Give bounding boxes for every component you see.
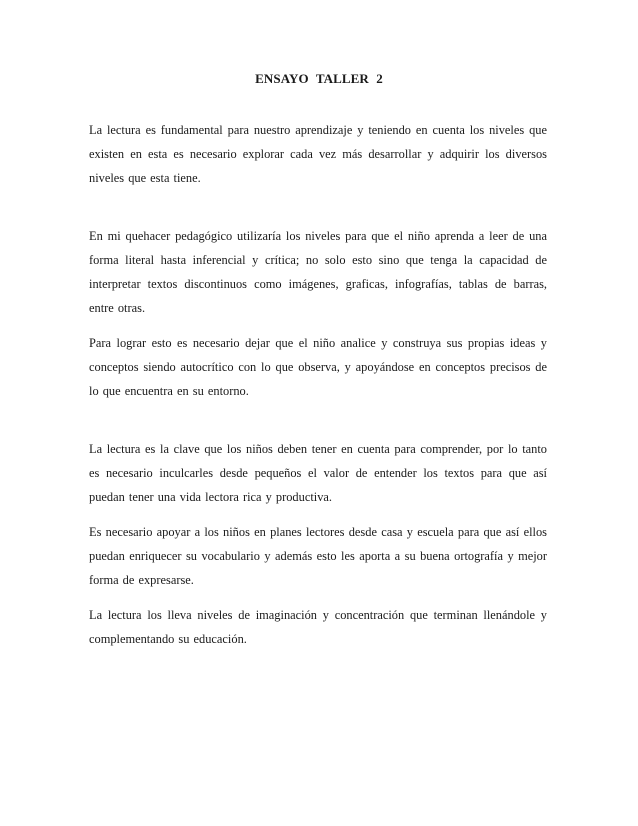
paragraph-spacer [89,320,547,331]
document-title: ENSAYO TALLER 2 [255,71,383,86]
paragraph-3: Para lograr esto es necesario dejar que el niño analice y construya sus propias ideas y conceptos siendo autocrítico con lo que observa, y apoyándose en conceptos precisos de lo que encuentra en su entorno. [89,336,547,398]
paragraph-4: La lectura es la clave que los niños deben tener en cuenta para comprender, por lo tanto es necesario inculcarles desde pequeños el valor de entender los textos para que así puedan tener una vida lectora rica y productiva. [89,442,547,504]
paragraph-2: En mi quehacer pedagógico utilizaría los niveles para que el niño aprenda a leer de una forma literal hasta inferencial y crítica; no solo esto sino que tenga la capacidad de interpretar textos discontinuos como imágenes, graficas, infografías, tablas de barras, entre otras. [89,229,547,315]
paragraph-spacer [89,509,547,520]
document-body [89,118,547,651]
paragraph-5: Es necesario apoyar a los niños en planes lectores desde casa y escuela para que así ellos puedan enriquecer su vocabulario y además esto les aporta a su buena ortografía y mejor forma de expresarse. [89,525,547,587]
paragraph-spacer [89,403,547,437]
paragraph-spacer [89,190,547,224]
paragraph-spacer [89,592,547,603]
paragraph-1: La lectura es fundamental para nuestro aprendizaje y teniendo en cuenta los niveles que existen en esta es necesario explorar cada vez más desarrollar y adquirir los diversos niveles que esta tiene. [89,123,547,185]
paragraph-6: La lectura los lleva niveles de imaginación y concentración que terminan llenándole y complementando su educación. [89,608,547,646]
